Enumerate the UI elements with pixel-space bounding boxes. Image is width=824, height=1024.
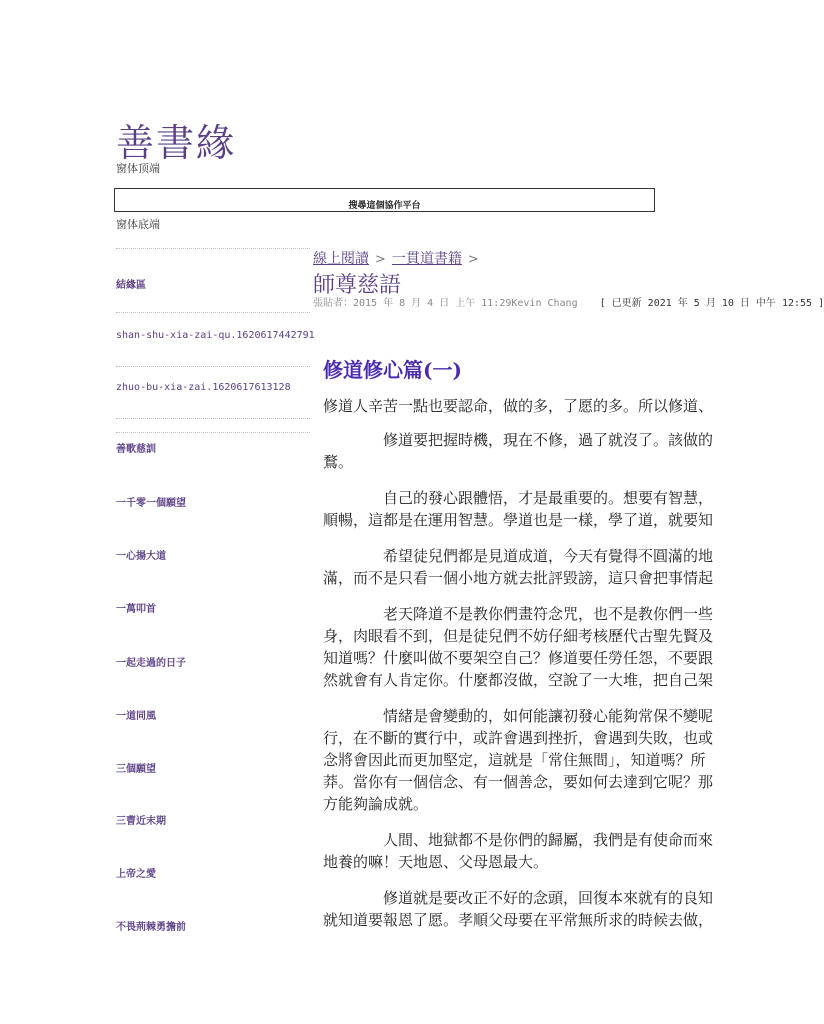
- breadcrumb-link-online-reading[interactable]: 線上閱讀: [313, 251, 369, 267]
- paragraph-line: 身，肉眼看不到，但是徒兒們不妨仔細考核歷代古聖先賢及: [323, 627, 714, 645]
- paragraph-line: 念將會因此而更加堅定，這就是「常住無間」，知道嗎？所: [323, 751, 706, 769]
- paragraph-line: 老天降道不是教你們畫符念咒，也不是教你們一些: [383, 605, 714, 623]
- chevron-right-icon: >: [375, 252, 386, 267]
- sidebar-item-table-download[interactable]: zhuo-bu-xia-zai.1620617613128: [116, 382, 291, 393]
- paragraph-line: 然就會有人肯定你。什麼都沒做，空說了一大堆，把自己架: [323, 671, 714, 689]
- sidebar-item[interactable]: 不畏荊棘勇擔前: [116, 922, 186, 933]
- breadcrumb-link-books[interactable]: 一貫道書籍: [391, 251, 462, 267]
- article-body: [323, 395, 768, 931]
- updated-date: [ 已更新 2021 年 5 月 10 日 中午 12:55 ]: [599, 298, 824, 309]
- sidebar-divider: [116, 366, 310, 367]
- article-paragraph: [323, 829, 768, 873]
- article-paragraph: [323, 887, 768, 931]
- sidebar-divider: [116, 312, 310, 313]
- paragraph-line: 方能夠論成就。: [323, 795, 429, 813]
- sidebar-item[interactable]: 一萬叩首: [116, 604, 156, 615]
- sidebar-item-shange[interactable]: 善歌慈訓: [116, 444, 156, 455]
- bottom-note: 窗体底端: [116, 218, 160, 231]
- article-paragraph: [323, 705, 768, 815]
- sidebar-item[interactable]: 一千零一個願望: [116, 498, 186, 509]
- article-paragraph: [323, 603, 768, 691]
- top-note: 窗体顶端: [116, 162, 160, 175]
- search-label: 搜尋這個協作平台: [348, 201, 421, 211]
- paragraph-line: 滿，而不是只看一個小地方就去批評毀謗，這只會把事情起: [323, 569, 714, 587]
- paragraph-line: 希望徒兒們都是見道成道，今天有覺得不圓滿的地: [383, 547, 714, 565]
- sidebar-divider: [116, 432, 310, 433]
- sidebar-item-jieyuan[interactable]: 結緣區: [116, 280, 146, 291]
- paragraph-line: 鶩。: [323, 453, 354, 471]
- sidebar-item[interactable]: 三曹近末期: [116, 816, 166, 827]
- paragraph-line: 就知道要報恩了愿。孝順父母要在平常無所求的時候去做，: [323, 911, 714, 929]
- chevron-right-icon: >: [467, 252, 479, 267]
- search-box[interactable]: [114, 188, 655, 212]
- sidebar-item[interactable]: 上帝之愛: [116, 869, 156, 880]
- sidebar-item[interactable]: 一起走過的日子: [116, 658, 186, 669]
- sidebar-divider: [116, 248, 310, 249]
- article-heading: 修道修心篇(一): [323, 358, 462, 382]
- sidebar-divider: [116, 418, 310, 419]
- article: [323, 354, 768, 931]
- paragraph-line: 修道人辛苦一點也要認命，做的多，了愿的多。所以修道、: [323, 397, 714, 415]
- paragraph-line: 知道嗎？什麼叫做不要架空自己？修道要任勞任怨，不要跟: [323, 649, 714, 667]
- paragraph-line: 地養的嘛！天地恩、父母恩最大。: [323, 853, 549, 871]
- article-paragraph: [323, 429, 768, 473]
- site-title[interactable]: 善書緣: [116, 121, 237, 165]
- paragraph-line: 人間、地獄都不是你們的歸屬，我們是有使命而來: [383, 831, 714, 849]
- article-paragraph: [323, 395, 768, 417]
- sidebar-item[interactable]: 三個願望: [116, 764, 156, 775]
- paragraph-line: 行，在不斷的實行中，或許會遇到挫折，會遇到失敗，也或: [323, 729, 714, 747]
- posted-by: 張貼者：2015 年 8 月 4 日 上午 11:29Kevin Chang: [313, 298, 578, 309]
- breadcrumb: [313, 248, 485, 268]
- paragraph-line: 情緒是會變動的，如何能讓初發心能夠常保不變呢: [383, 707, 714, 725]
- paragraph-line: 自己的發心跟體悟，才是最重要的。想要有智慧，: [383, 489, 714, 507]
- paragraph-line: 修道要把握時機，現在不修，過了就沒了。該做的: [383, 431, 714, 449]
- paragraph-line: 順暢，這都是在運用智慧。學道也是一樣，學了道，就要知: [323, 511, 714, 529]
- sidebar-item[interactable]: 一道同風: [116, 711, 156, 722]
- sidebar-item[interactable]: 一心揚大道: [116, 551, 166, 562]
- paragraph-line: 修道就是要改正不好的念頭，回復本來就有的良知: [383, 889, 714, 907]
- post-meta: [313, 294, 824, 309]
- paragraph-line: 莽。當你有一個信念、有一個善念，要如何去達到它呢？那: [323, 773, 714, 791]
- article-paragraph: [323, 487, 768, 531]
- page-title: 師尊慈語: [313, 273, 402, 298]
- article-paragraph: [323, 545, 768, 589]
- sidebar-item-download-area[interactable]: shan-shu-xia-zai-qu.1620617442791: [116, 330, 315, 341]
